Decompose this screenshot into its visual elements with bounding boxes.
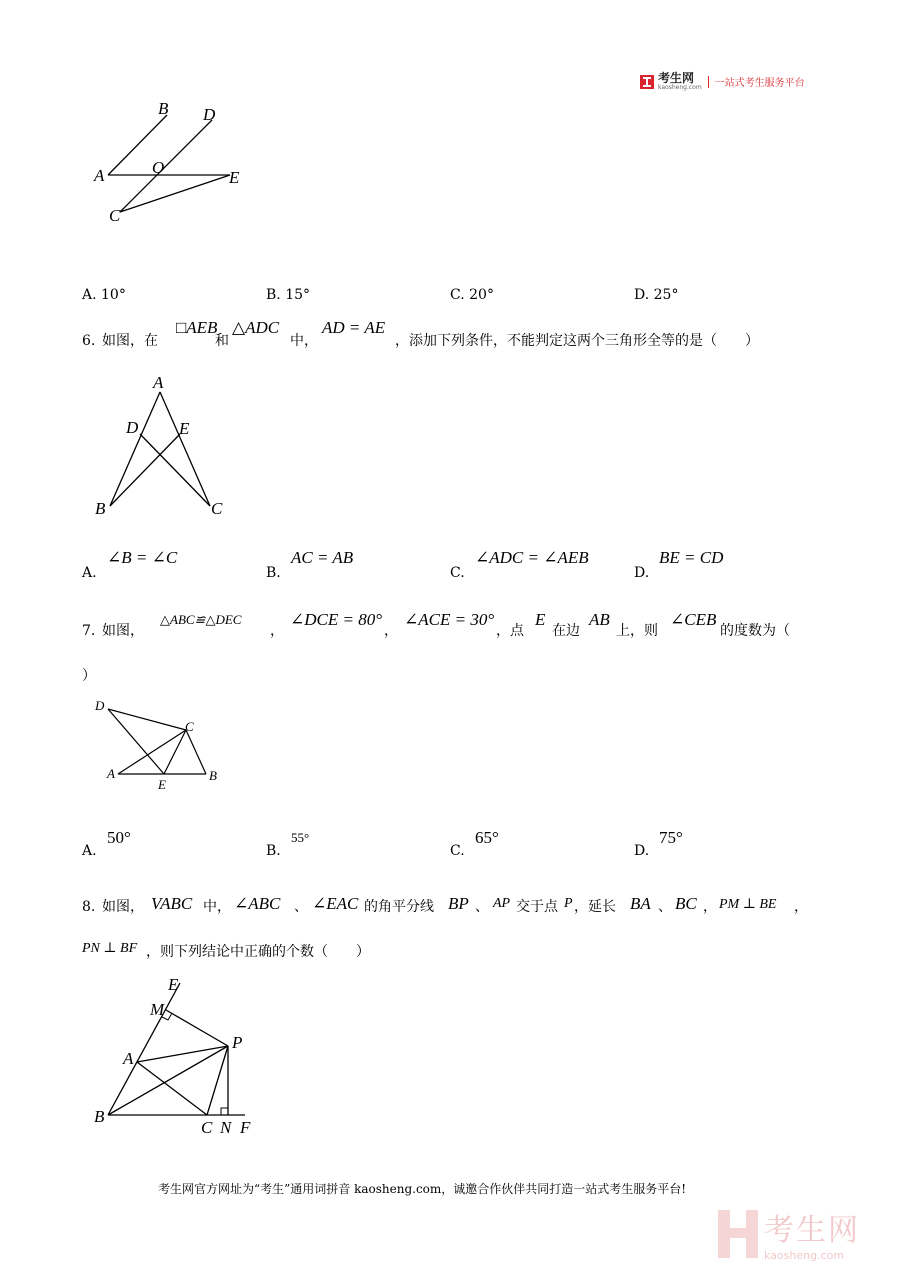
q8-text-11: ，则下列结论中正确的个数（ ）: [146, 944, 370, 960]
q8-label-B: B: [94, 1107, 105, 1126]
q7-line-CB: [186, 730, 206, 774]
q8-text-8: 、: [658, 899, 672, 915]
q7-math-5: AB: [589, 610, 610, 629]
q5-label-B: B: [158, 99, 169, 118]
q7-text-6: 上，则: [616, 623, 658, 639]
q5-option-c: C. 20°: [450, 287, 494, 303]
q6-math-2: △ADC: [232, 318, 280, 337]
q8-label-P: P: [232, 1033, 243, 1052]
q8-line-PM: [166, 1010, 228, 1046]
q5-label-C: C: [109, 206, 121, 225]
q7-math-3: ∠ACE = 30°: [404, 610, 495, 629]
q7-text-2: ，: [270, 623, 284, 639]
q5-label-O: O: [152, 158, 165, 177]
q7-text-3: ，: [384, 623, 398, 639]
q7-line-DE: [108, 709, 164, 774]
q5-label-E: E: [229, 168, 240, 187]
q7-label-A: A: [107, 766, 115, 781]
q7-text-8: ）: [82, 668, 96, 684]
q5-label-D: D: [203, 105, 216, 124]
q8-number: 8.: [82, 899, 96, 915]
q8-line-AC: [137, 1062, 207, 1115]
q8-math-4: BP: [448, 894, 469, 913]
page-footer: 考生网官方网址为“考生”通用词拼音 kaosheng.com，诚邀合作伙伴共同打造一站式考生服务平台!: [158, 1182, 687, 1196]
q7-math-4: E: [535, 610, 546, 629]
q8-label-F: F: [240, 1118, 251, 1137]
q7-label-E: E: [158, 777, 166, 792]
watermark-en: kaosheng.com: [764, 1249, 845, 1262]
q6-label-B: B: [95, 499, 106, 518]
q8-math-6: P: [564, 896, 573, 911]
q5-line-CE: [120, 175, 230, 212]
q8-text-2: 中，: [203, 899, 231, 915]
q7-line-DC: [108, 709, 186, 730]
q6-label-E: E: [179, 419, 190, 438]
q8-text-6: 交于点: [516, 899, 558, 915]
q5-option-b: B. 15°: [266, 287, 311, 303]
q5-figure: [90, 95, 260, 230]
q5-option-a: A. 10°: [82, 287, 126, 303]
q7-math-2: ∠DCE = 80°: [290, 610, 383, 629]
q6-text-4: ，添加下列条件，不能判定这两个三角形全等的是（ ）: [395, 333, 759, 349]
q7-label-D: D: [95, 698, 105, 713]
q7-math-6: ∠CEB: [670, 610, 717, 629]
q7-figure: [92, 695, 232, 795]
q8-math-3: ∠EAC: [312, 894, 359, 913]
watermark-logo-icon: [718, 1210, 758, 1258]
header-slogan: 一站式考生服务平台: [714, 78, 805, 89]
q6-label-D: D: [126, 418, 139, 437]
q6-label-A: A: [153, 373, 164, 392]
q7-math-1: △ABC≌△DEC: [160, 612, 242, 627]
q6-line-AB: [110, 392, 160, 506]
q5-label-A: A: [94, 166, 105, 185]
q8-text-7: ，延长: [574, 899, 616, 915]
q8-math-2: ∠ABC: [234, 894, 281, 913]
q5-line-CD: [120, 120, 212, 212]
q5-option-d: D. 25°: [634, 287, 679, 303]
q8-label-A: A: [123, 1049, 134, 1068]
q7-number: 7.: [82, 623, 96, 639]
q8-math-7: BA: [630, 894, 651, 913]
q7-label-B: B: [209, 768, 217, 783]
q6-text-2: 和: [215, 333, 229, 349]
q8-right-angle-N: [221, 1108, 228, 1115]
logo-en-text: kaosheng.com: [658, 84, 702, 91]
q8-math-9: PM ⊥ BE: [719, 897, 777, 912]
q8-text-1: 如图，: [102, 899, 144, 915]
q8-math-10: PN ⊥ BF: [82, 941, 138, 956]
q8-text-5: 、: [475, 899, 489, 915]
q7-line-CA: [118, 730, 186, 774]
q8-math-5: AP: [493, 896, 511, 911]
q6-text-3: 中，: [290, 333, 318, 349]
q7-text-1: 如图，: [102, 623, 144, 639]
q7-text-7: 的度数为（: [720, 623, 790, 639]
q8-label-C: C: [201, 1118, 213, 1137]
q8-line-BE: [108, 983, 180, 1115]
q8-text-3: 、: [294, 899, 308, 915]
q7-text-5: 在边: [552, 623, 580, 639]
q6-line-EB: [110, 434, 180, 506]
q6-figure: [90, 372, 240, 522]
q8-text-4: 的角平分线: [364, 899, 434, 915]
q6-text-1: 如图，在: [102, 333, 158, 349]
q8-math-1: VABC: [151, 894, 193, 913]
q6-math-3: AD = AE: [322, 318, 386, 337]
watermark-cn: 考生网: [764, 1213, 860, 1248]
q8-label-M: M: [150, 1000, 165, 1019]
q6-line-AC: [160, 392, 210, 506]
logo-icon: [640, 75, 654, 89]
logo-cn-text: 考生网: [658, 71, 695, 85]
q8-label-N: N: [220, 1118, 232, 1137]
q8-text-9: ，: [703, 899, 717, 915]
q7-label-C: C: [185, 719, 194, 734]
q8-figure: [90, 975, 260, 1140]
q8-label-E: E: [168, 975, 179, 994]
header-logo: [640, 72, 805, 91]
q6-number: 6.: [82, 333, 96, 349]
q7-text-4: ，点: [496, 623, 524, 639]
q6-line-DC: [140, 434, 210, 506]
watermark: [718, 1205, 860, 1262]
q8-text-10: ，: [794, 899, 808, 915]
q8-math-8: BC: [675, 894, 697, 913]
q6-math-1: □AEB: [176, 318, 218, 337]
q6-label-C: C: [211, 499, 223, 518]
